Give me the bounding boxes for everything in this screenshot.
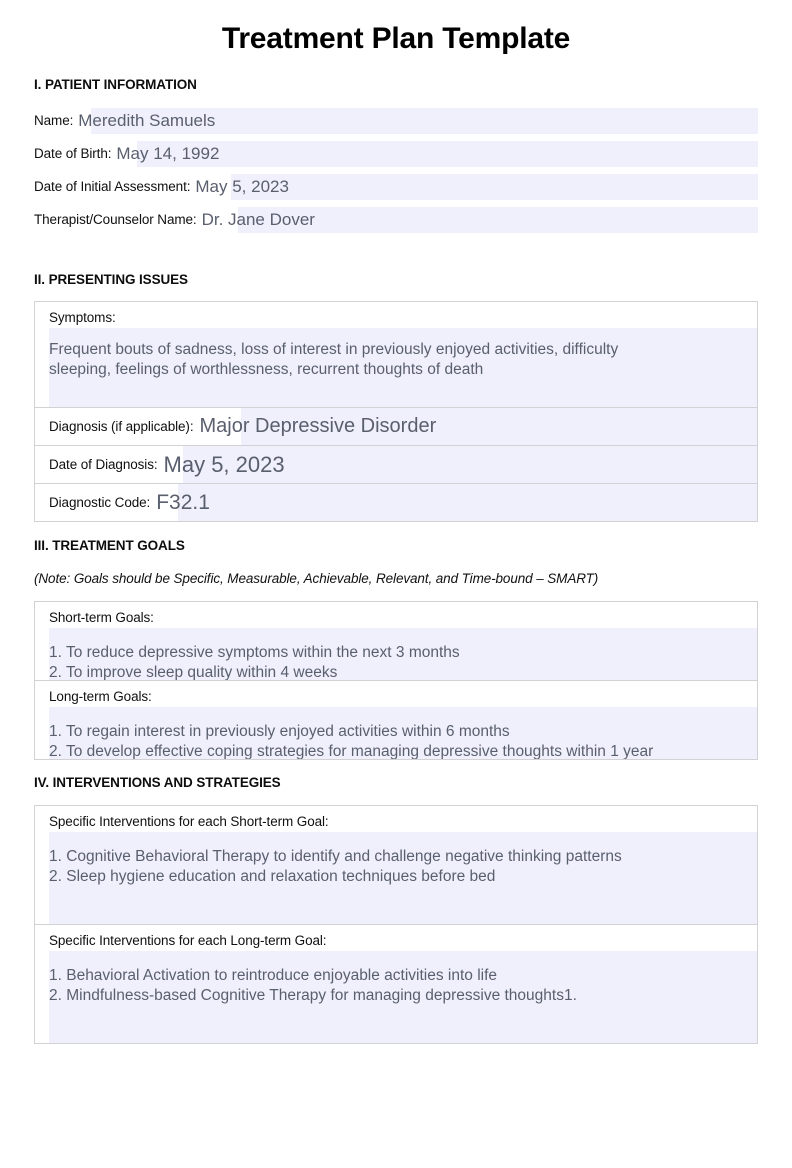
- field-label-name: Name:: [34, 113, 74, 128]
- short-term-goal-1: 1. To reduce depressive symptoms within the next 3 months: [49, 644, 460, 661]
- symptoms-line-2: sleeping, feelings of worthlessness, recurrent thoughts of death: [49, 361, 484, 379]
- table-cell-symptoms[interactable]: [35, 302, 757, 408]
- field-value-diagnosis: Major Depressive Disorder: [199, 415, 437, 437]
- long-term-goal-1: 1. To regain interest in previously enjoyed activities within 6 months: [49, 723, 510, 740]
- field-label-date-of-diagnosis: Date of Diagnosis:: [49, 457, 158, 472]
- field-row-date-of-birth[interactable]: [34, 141, 758, 167]
- field-label-diagnosis: Diagnosis (if applicable):: [49, 419, 194, 434]
- field-value-long-term-goals: [49, 707, 757, 759]
- field-label-diagnostic-code: Diagnostic Code:: [49, 495, 151, 510]
- field-label-date-of-initial-assessment: Date of Initial Assessment:: [34, 179, 191, 194]
- long-term-intervention-2: 2. Mindfulness-based Cognitive Therapy for managing depressive thoughts1.: [49, 987, 577, 1005]
- field-value-date-of-initial-assessment: May 5, 2023: [195, 177, 289, 196]
- interventions-table: [34, 805, 758, 1044]
- field-label-date-of-birth: Date of Birth:: [34, 146, 112, 161]
- treatment-goals-smart-note: (Note: Goals should be Specific, Measurable, Achievable, Relevant, and Time-bound – SMART): [34, 571, 599, 586]
- field-value-diagnostic-code: F32.1: [156, 490, 210, 514]
- field-value-date-of-birth: May 14, 1992: [116, 144, 220, 163]
- table-cell-diagnosis[interactable]: [35, 408, 757, 446]
- field-highlight: [178, 484, 757, 521]
- section-heading-treatment-goals: III. TREATMENT GOALS: [34, 538, 185, 553]
- field-value-symptoms: [49, 328, 757, 407]
- section-heading-interventions: IV. INTERVENTIONS AND STRATEGIES: [34, 775, 281, 790]
- field-row-therapist-name[interactable]: [34, 207, 758, 233]
- field-value-short-term-goals: [49, 628, 757, 680]
- field-highlight: [238, 207, 758, 233]
- field-value-long-term-interventions: [49, 951, 757, 1043]
- field-label-therapist-name: Therapist/Counselor Name:: [34, 212, 197, 227]
- field-label-long-term-interventions: Specific Interventions for each Long-term Goal:: [49, 933, 327, 948]
- short-term-goal-2: 2. To improve sleep quality within 4 weeks: [49, 664, 338, 681]
- field-value-name: Meredith Samuels: [78, 111, 216, 130]
- symptoms-line-1: Frequent bouts of sadness, loss of interest in previously enjoyed activities, difficulty: [49, 341, 619, 358]
- field-label-short-term-goals: Short-term Goals:: [49, 610, 154, 625]
- field-label-symptoms: Symptoms:: [49, 310, 116, 325]
- field-value-date-of-diagnosis: May 5, 2023: [163, 451, 285, 477]
- table-cell-long-term-interventions[interactable]: [35, 925, 757, 1044]
- patient-information-fields: [34, 108, 758, 233]
- short-term-intervention-2: 2. Sleep hygiene education and relaxation techniques before bed: [49, 868, 496, 886]
- long-term-intervention-1: 1. Behavioral Activation to reintroduce enjoyable activities into life: [49, 967, 498, 984]
- field-value-therapist-name: Dr. Jane Dover: [201, 210, 315, 229]
- table-cell-long-term-goals[interactable]: [35, 681, 757, 760]
- section-heading-presenting-issues: II. PRESENTING ISSUES: [34, 272, 188, 287]
- short-term-intervention-1: 1. Cognitive Behavioral Therapy to identify and challenge negative thinking patterns: [49, 848, 622, 865]
- field-label-short-term-interventions: Specific Interventions for each Short-term Goal:: [49, 814, 329, 829]
- section-heading-patient-information: I. PATIENT INFORMATION: [34, 77, 197, 92]
- field-row-name[interactable]: [34, 108, 758, 134]
- field-highlight: [231, 174, 758, 200]
- field-highlight: [137, 141, 758, 167]
- table-cell-short-term-goals[interactable]: [35, 602, 757, 681]
- field-value-short-term-interventions: [49, 832, 757, 924]
- long-term-goal-2: 2. To develop effective coping strategies for managing depressive thoughts within 1 year: [49, 743, 654, 760]
- table-cell-date-of-diagnosis[interactable]: [35, 446, 757, 484]
- treatment-goals-table: [34, 601, 758, 760]
- page-title: Treatment Plan Template: [221, 22, 571, 55]
- table-cell-short-term-interventions[interactable]: [35, 806, 757, 925]
- field-label-long-term-goals: Long-term Goals:: [49, 689, 152, 704]
- field-row-date-of-initial-assessment[interactable]: [34, 174, 758, 200]
- presenting-issues-table: [34, 301, 758, 522]
- table-cell-diagnostic-code[interactable]: [35, 484, 757, 522]
